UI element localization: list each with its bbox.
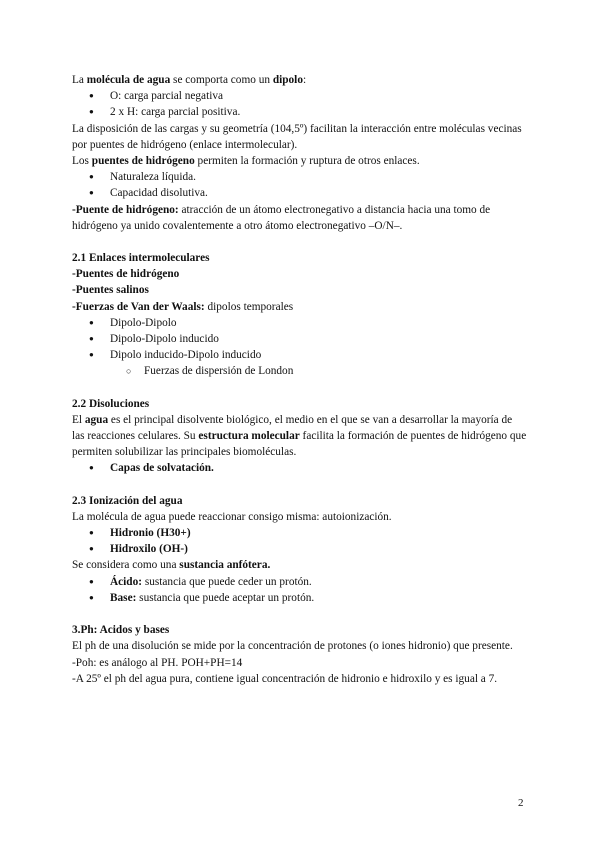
geometry-paragraph: La disposición de las cargas y su geometría (104,5º) facilitan la interacción entre moléculas vecinas por puentes de hidrógeno (enlace intermolecular). <box>72 122 522 151</box>
poh-line: -Poh: es análogo al PH. POH+PH=14 <box>72 656 243 669</box>
list-item: ● Dipolo inducido-Dipolo inducido <box>72 347 527 363</box>
hbond-definition: -Puente de hidrógeno: atracción de un átomo electronegativo a distancia hacia una tomo de hidrógeno ya unido covalentemente a otro átomo electronegativo –O/N–. <box>72 203 491 232</box>
list-item: ● Base: sustancia que puede aceptar un protón. <box>72 590 527 606</box>
list-item: ● Capas de solvatación. <box>72 460 527 476</box>
hbond-line: Los puentes de hidrógeno permiten la formación y ruptura de otros enlaces. <box>72 155 420 168</box>
list-item: ● 2 x H: carga parcial positiva. <box>72 104 527 120</box>
list-subitem: ○ Fuerzas de dispersión de London <box>72 363 527 379</box>
list-item: ● Dipolo-Dipolo inducido <box>72 331 527 347</box>
ionization-paragraph: La molécula de agua puede reaccionar consigo misma: autoionización. <box>72 510 392 523</box>
list-item: ● Naturaleza líquida. <box>72 169 527 185</box>
list-item: ● Hidronio (H30+) <box>72 525 527 541</box>
solvent-paragraph: El agua es el principal disolvente biológico, el medio en el que se van a desarrollar la mayoría de las reacciones celulares. Su estructura molecular facilita la formación de puentes de hidrógeno que permiten solubilizar las principales biomoléculas. <box>72 413 527 459</box>
section-heading-3: 3.Ph: Acidos y bases <box>72 624 170 637</box>
properties-list <box>72 169 527 201</box>
list-item: ● Dipolo-Dipolo <box>72 315 527 331</box>
list-item: ● Ácido: sustancia que puede ceder un protón. <box>72 574 527 590</box>
charge-list <box>72 88 527 120</box>
solvation-list <box>72 460 527 476</box>
page-number: 2 <box>518 797 524 809</box>
pure-water-line: -A 25º el ph del agua pura, contiene igual concentración de hidronio e hidroxilo y es igual a 7. <box>72 672 498 685</box>
section-heading-2-2: 2.2 Disoluciones <box>72 397 150 410</box>
list-item: ● O: carga parcial negativa <box>72 88 527 104</box>
list-item: ● Capacidad disolutiva. <box>72 185 527 201</box>
dipole-list <box>72 315 527 380</box>
ph-paragraph: El ph de una disolución se mide por la concentración de protones (o iones hidronio) que presente. <box>72 640 513 653</box>
document-body <box>72 72 527 687</box>
intro-line: La molécula de agua se comporta como un dipolo: <box>72 74 307 86</box>
acid-base-list <box>72 574 527 606</box>
section-heading-2-1: 2.1 Enlaces intermoleculares <box>72 252 210 265</box>
section-heading-2-3: 2.3 Ionización del agua <box>72 494 183 507</box>
bond-item: -Puentes de hidrógeno <box>72 268 180 281</box>
ion-list <box>72 525 527 557</box>
vdw-line: -Fuerzas de Van der Waals: dipolos temporales <box>72 300 294 313</box>
list-item: ● Hidroxilo (OH-) <box>72 541 527 557</box>
amphoteric-line: Se considera como una sustancia anfótera. <box>72 559 271 572</box>
bond-item: -Puentes salinos <box>72 284 149 297</box>
